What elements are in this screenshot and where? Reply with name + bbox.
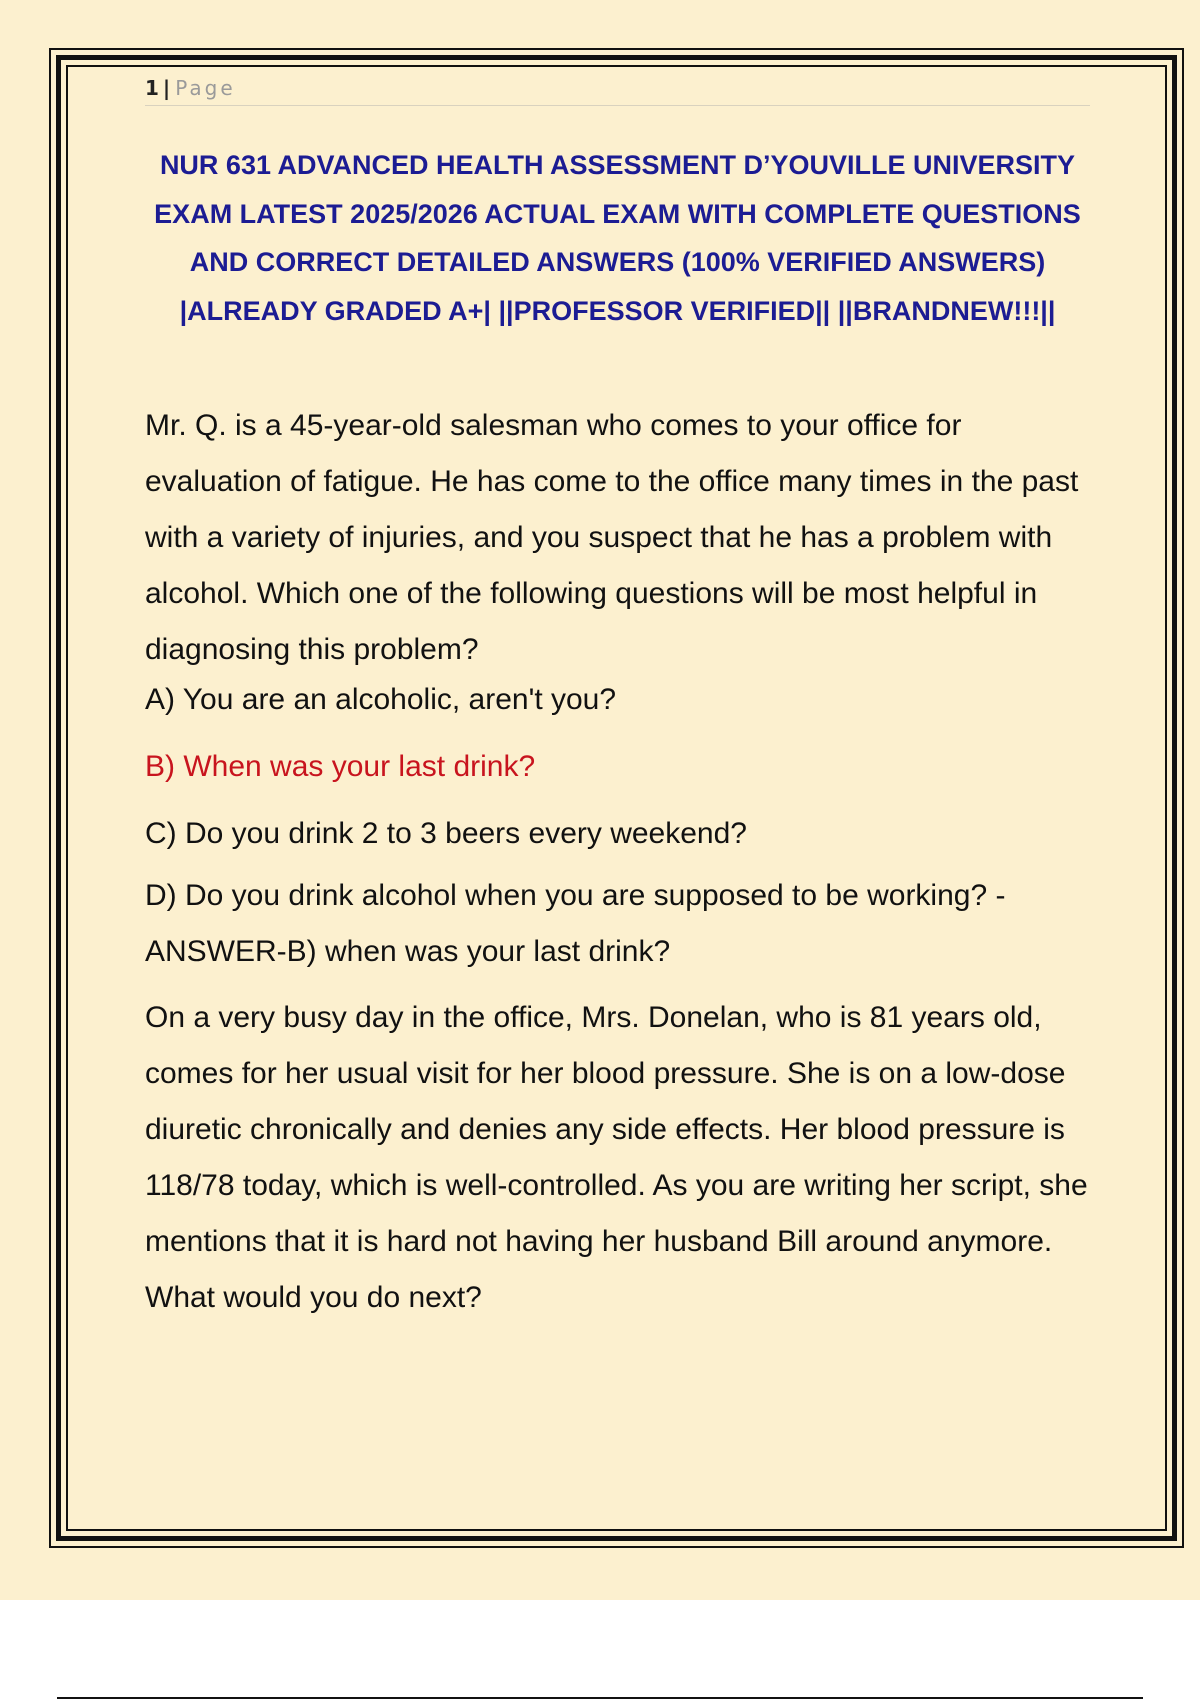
question-1-option-d-with-answer: D) Do you drink alcohol when you are supposed to be working? - ANSWER-B) when was your last drink? — [145, 879, 1006, 968]
question-1-text: Mr. Q. is a 45-year-old salesman who comes to your office for evaluation of fatigue. He has come to the office many times in the past with a variety of injuries, and you suspect that he has a problem with alcohol. Which one of the following questions will be most helpful in diagnosing this problem? — [145, 409, 1079, 666]
document-body — [145, 398, 1095, 1326]
question-1-option-a: A) You are an alcoholic, aren't you? — [145, 683, 617, 716]
question-1-option-b-correct: B) When was your last drink? — [145, 750, 536, 783]
document-title: NUR 631 ADVANCED HEALTH ASSESSMENT D’YOUVILLE UNIVERSITY EXAM LATEST 2025/2026 ACTUAL EXAM WITH COMPLETE QUESTIONS AND CORRECT DETAILED ANSWERS (100% VERIFIED ANSWERS) |ALREADY GRADED A+| ||PROFESSOR VERIFIED|| ||BRANDNEW!!!|| — [154, 150, 1081, 326]
question-2-text: On a very busy day in the office, Mrs. Donelan, who is 81 years old, comes for her usual visit for her blood pressure. She is on a low-dose diuretic chronically and denies any side effects. Her blood pressure is 118/78 today, which is well-controlled. As you are writing her script, she mentions that it is hard not having her husband Bill around anymore. What would you do next? — [145, 1001, 1088, 1314]
footer-rule — [57, 1697, 1143, 1699]
page-header — [145, 74, 1090, 106]
page-header-separator: | — [162, 76, 171, 100]
page-label: Page — [175, 76, 236, 100]
question-1-option-c: C) Do you drink 2 to 3 beers every weekend? — [145, 817, 747, 850]
page-number: 1 — [145, 76, 159, 100]
